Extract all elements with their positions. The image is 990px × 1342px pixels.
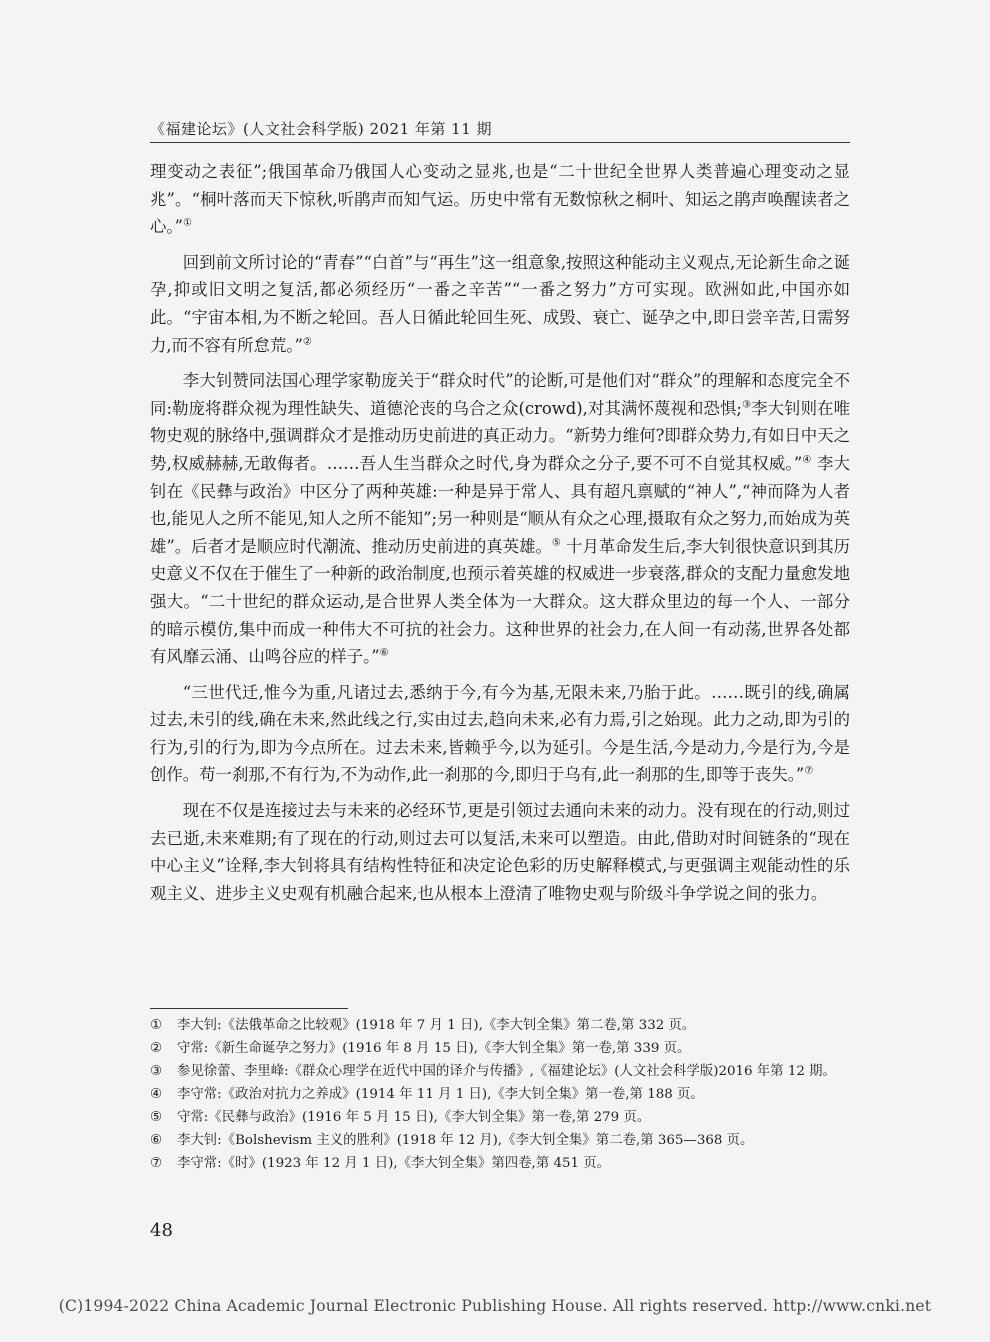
footnote-mark: ⑤ — [150, 1110, 163, 1125]
footnote-ref[interactable]: ⑥ — [379, 647, 389, 659]
article-body — [150, 158, 850, 907]
footnote-mark: ⑦ — [150, 1156, 163, 1171]
paragraph: 李大钊赞同法国心理学家勒庞关于“群众时代”的论断,可是他们对“群众”的理解和态度完全不同:勒庞将群众视为理性缺失、道德沦丧的乌合之众(crowd),对其满怀蔑视和恐惧;③李大钊则在唯物史观的脉络中,强调群众才是推动历史前进的真正动力。“新势力维何?即群众势力,有如日中天之势,权威赫赫,无敢侮者。……吾人生当群众之时代,身为群众之分子,要不可不自觉其权威。”④ 李大钊在《民彝与政治》中区分了两种英雄:一种是异于常人、具有超凡禀赋的“神人”,“神而降为人者也,能见人之所不能见,知人之所不能知”;另一种则是“顺从有众之心理,摄取有众之努力,而始成为英雄”。后者才是顺应时代潮流、推动历史前进的真英雄。⑤ 十月革命发生后,李大钊很快意识到其历史意义不仅在于催生了一种新的政治制度,也预示着英雄的权威进一步衰落,群众的支配力量愈发地强大。“二十世纪的群众运动,是合世界人类全体为一大群众。这大群众里边的每一个人、一部分的暗示模仿,集中而成一种伟大不可抗的社会力。这种世界的社会力,在人间一有动荡,世界各处都有风靡云涌、山鸣谷应的样子。”⑥ — [150, 371, 851, 667]
footnote-mark: ① — [150, 1018, 163, 1033]
paragraph: 回到前文所讨论的“青春”“白首”与“再生”这一组意象,按照这种能动主义观点,无论新生命之诞孕,抑或旧文明之复活,都必须经历“一番之辛苦”“一番之努力”方可实现。欧洲如此,中国亦如此。“宇宙本相,为不断之轮回。吾人日循此轮回生死、成毁、衰亡、诞孕之中,即日尝辛苦,日需努力,而不容有所怠荒。”② — [150, 252, 850, 355]
footnote-ref[interactable]: ③ — [741, 399, 752, 411]
footnote-mark: ⑥ — [150, 1133, 163, 1148]
footnote: ⑥ 李大钊:《Bolshevism 主义的胜利》(1918 年 12 月),《李大钊全集》第二卷,第 365—368 页。 — [150, 1133, 754, 1148]
paragraph: 现在不仅是连接过去与未来的必经环节,更是引领过去通向未来的动力。没有现在的行动,则过去已逝,未来难期;有了现在的行动,则过去可以复活,未来可以塑造。由此,借助对时间链条的“现在中心主义”诠释,李大钊将具有结构性特征和决定论色彩的历史解释模式,与更强调主观能动性的乐观主义、进步主义史观有机融合起来,也从根本上澄清了唯物史观与阶级斗争学说之间的张力。 — [150, 801, 850, 903]
footnote: ① 李大钊:《法俄革命之比较观》(1918 年 7 月 1 日),《李大钊全集》第二卷,第 332 页。 — [150, 1018, 696, 1033]
footnote: ⑦ 李守常:《时》(1923 年 12 月 1 日),《李大钊全集》第四卷,第 451 页。 — [150, 1156, 611, 1171]
footnote: ③ 参见徐蕾、李里峰:《群众心理学在近代中国的译介与传播》,《福建论坛》(人文社会科学版)2016 年第 12 期。 — [150, 1064, 836, 1079]
footnote-ref[interactable]: ⑦ — [804, 766, 814, 777]
page-number: 48 — [150, 1220, 173, 1241]
footnote-mark: ③ — [150, 1064, 163, 1079]
footnote: ⑤ 守常:《民彝与政治》(1916 年 5 月 15 日),《李大钊全集》第一卷,第 279 页。 — [150, 1110, 651, 1125]
footnote-ref[interactable]: ⑤ — [551, 537, 561, 549]
footnote: ④ 李守常:《政治对抗力之养成》(1914 年 11 月 1 日),《李大钊全集》第一卷,第 188 页。 — [150, 1087, 704, 1102]
footnote-mark: ④ — [150, 1087, 163, 1102]
footnote-divider — [150, 1008, 348, 1009]
header-divider — [150, 142, 850, 143]
journal-title: 《福建论坛》(人文社会科学版) 2021 年第 11 期 — [150, 120, 493, 138]
footnotes — [150, 1016, 850, 1177]
copyright-footer: (C)1994-2022 China Academic Journal Electronic Publishing House. All rights reserved. http://www.cnki.net — [58, 1297, 932, 1315]
paragraph-continuation: 理变动之表征”;俄国革命乃俄国人心变动之显兆,也是“二十世纪全世界人类普遍心理变动之显兆”。“桐叶落而天下惊秋,听鹃声而知气运。历史中常有无数惊秋之桐叶、知运之鹃声唤醒读者之心。”① — [150, 162, 850, 237]
footnote-ref[interactable]: ① — [182, 217, 192, 229]
footnote-ref[interactable]: ② — [302, 336, 312, 348]
running-header — [150, 118, 850, 139]
block-quote-paragraph: “三世代迁,惟今为重,凡诸过去,悉纳于今,有今为基,无限未来,乃胎于此。……既引的线,确属过去,未引的线,确在未来,然此线之行,实由过去,趋向未来,必有力焉,引之始现。此力之动,即为引的行为,引的行为,即为今点所在。过去未来,皆赖乎今,以为延引。今是生活,今是动力,今是行为,今是创作。苟一刹那,不有行为,不为动作,此一刹那的今,即归于乌有,此一刹那的生,即等于丧失。”⑦ — [150, 682, 850, 785]
footnote-mark: ② — [150, 1041, 163, 1056]
footnote-ref[interactable]: ④ — [802, 454, 812, 466]
footnote: ② 守常:《新生命诞孕之努力》(1916 年 8 月 15 日),《李大钊全集》第一卷,第 339 页。 — [150, 1041, 691, 1056]
